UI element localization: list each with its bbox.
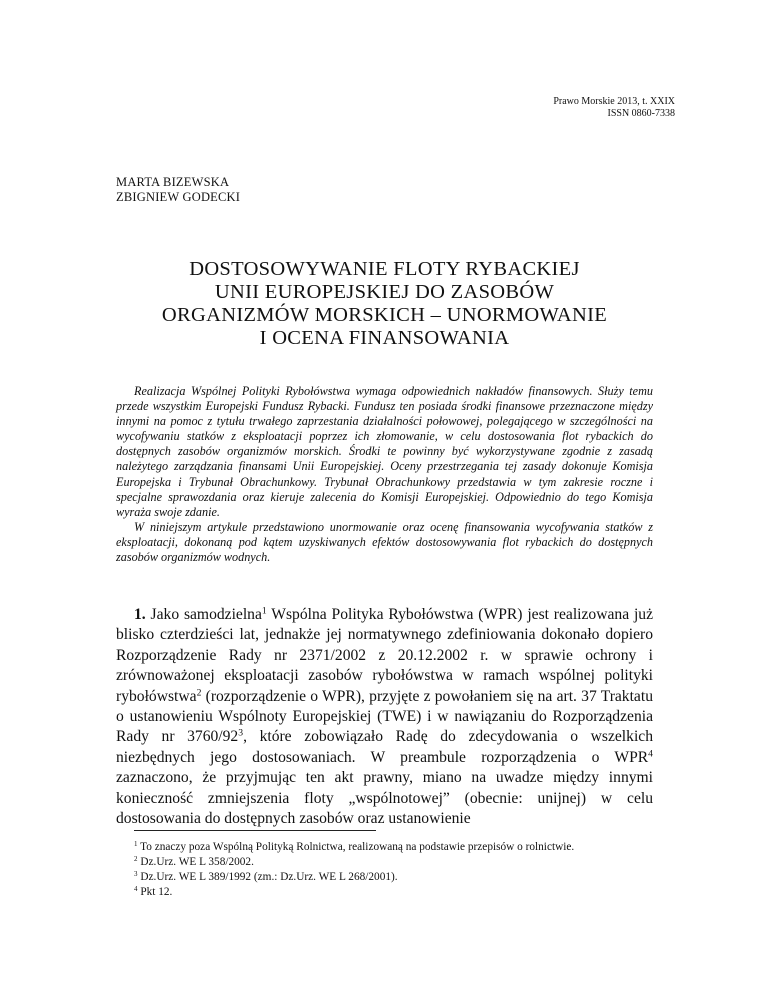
footnote (134, 855, 574, 870)
footnote-ref: 3 (238, 728, 244, 740)
footnote-number: 2 (134, 855, 138, 864)
title-line: UNII EUROPEJSKIEJ DO ZASOBÓW (214, 281, 555, 303)
footnote-separator (134, 830, 376, 831)
footnote-ref: 1 (261, 605, 267, 617)
footnotes (134, 840, 574, 900)
body-paragraph (116, 605, 653, 829)
abstract-paragraph: W niniejszym artykule przedstawiono unormowanie oraz ocenę finansowania wycofywania statków z eksploatacji, dokonaną pod kątem uzyskiwanych efektów dostosowywania flot rybackich do dostępnych zasobów organizmów wodnych. (116, 519, 653, 565)
title-line: I OCENA FINANSOWANIA (259, 327, 510, 349)
footnote-text: Pkt 12. (137, 886, 173, 898)
footnote (134, 885, 574, 900)
body-text (116, 605, 653, 829)
authors (116, 175, 240, 205)
footnote-text: To znaczy poza Wspólną Polityką Rolnictwa, realizowaną na podstawie przepisów o rolnictwie. (137, 841, 575, 853)
abstract (116, 384, 653, 565)
abstract-paragraph: Realizacja Wspólnej Polityki Rybołówstwa wymaga odpowiednich nakładów finansowych. Służy temu przede wszystkim Europejski Fundusz Rybacki. Fundusz ten posiada środki finansowe przeznaczone między innymi na pomoc z tytułu trwałego zaprzestania działalności połowowej, polegającego w szczególności na wycofywaniu statków z eksploatacji poprzez ich złomowanie, w celu dostosowania flot rybackich do dostępnych zasobów organizmów morskich. Środki te powinny być wykorzystywane zgodnie z zasadą należytego zarządzania finansami Unii Europejskiej. Oceny przestrzegania tej zasady dokonuje Komisja Europejska i Trybunał Obrachunkowy. Trybunał Obrachunkowy przedstawia w tym zakresie roczne i specjalne sprawozdania oraz kieruje zalecenia do Komisji Europejskiej. Odpowiednio do tego Komisja wyraża swoje zdanie. (116, 384, 653, 519)
footnote-text: Dz.Urz. WE L 389/1992 (zm.: Dz.Urz. WE L 268/2001). (137, 871, 398, 883)
author-name: ZBIGNIEW GODECKI (116, 190, 241, 204)
journal-issn: ISSN 0860-7338 (607, 108, 675, 119)
footnote-ref: 2 (196, 687, 202, 699)
section-number: 1. (134, 606, 146, 623)
body-text-segment: zaznaczono, że przyjmując ten akt prawny, miano na uwadze między innymi konieczność zmniejszenia floty „wspólnotowej” (obecnie: unijnej) w celu dostosowania do dostępnych zasobów oraz ustanowienie (116, 769, 653, 828)
footnote-number: 1 (134, 840, 138, 849)
body-text-segment: (rozporządzenie o WPR), przyjęte z powołaniem się na art. 37 Traktatu o ustanowieniu Wspólnoty Europejskiej (TWE) i w nawiązaniu do Rozporządzenia Rady nr 3760/92 (116, 687, 653, 746)
article-title (116, 258, 653, 350)
footnote (134, 840, 574, 855)
footnote (134, 870, 574, 885)
body-text-segment: Wspólna Polityka Rybołówstwa (WPR) jest realizowana już blisko czterdzieści lat, jednakże jej normatywnego zdefiniowania dokonało dopiero Rozporządzenie Rady nr 2371/2002 z 20.12.2002 r. w sprawie ochrony i zrównoważonej eksploatacji zasobów rybołówstwa w ramach wspólnej polityki rybołówstwa (116, 606, 653, 705)
footnote-text: Dz.Urz. WE L 358/2002. (137, 856, 254, 868)
journal-info (553, 96, 675, 120)
body-text-segment: Jako samodzielna (145, 606, 262, 623)
body-text-segment: , które zobowiązało Radę do zdecydowania o wszelkich niezbędnych jego dostosowaniach. W preambule rozporządzenia o WPR (116, 728, 653, 766)
footnote-number: 4 (134, 885, 138, 894)
journal-citation: Prawo Morskie 2013, t. XXIX (553, 96, 675, 107)
title-line: DOSTOSOWYWANIE FLOTY RYBACKIEJ (189, 258, 580, 280)
title-line: ORGANIZMÓW MORSKICH – UNORMOWANIE (161, 304, 608, 326)
author-name: MARTA BIZEWSKA (116, 175, 230, 189)
footnote-ref: 4 (648, 748, 653, 760)
footnote-number: 3 (134, 870, 138, 879)
